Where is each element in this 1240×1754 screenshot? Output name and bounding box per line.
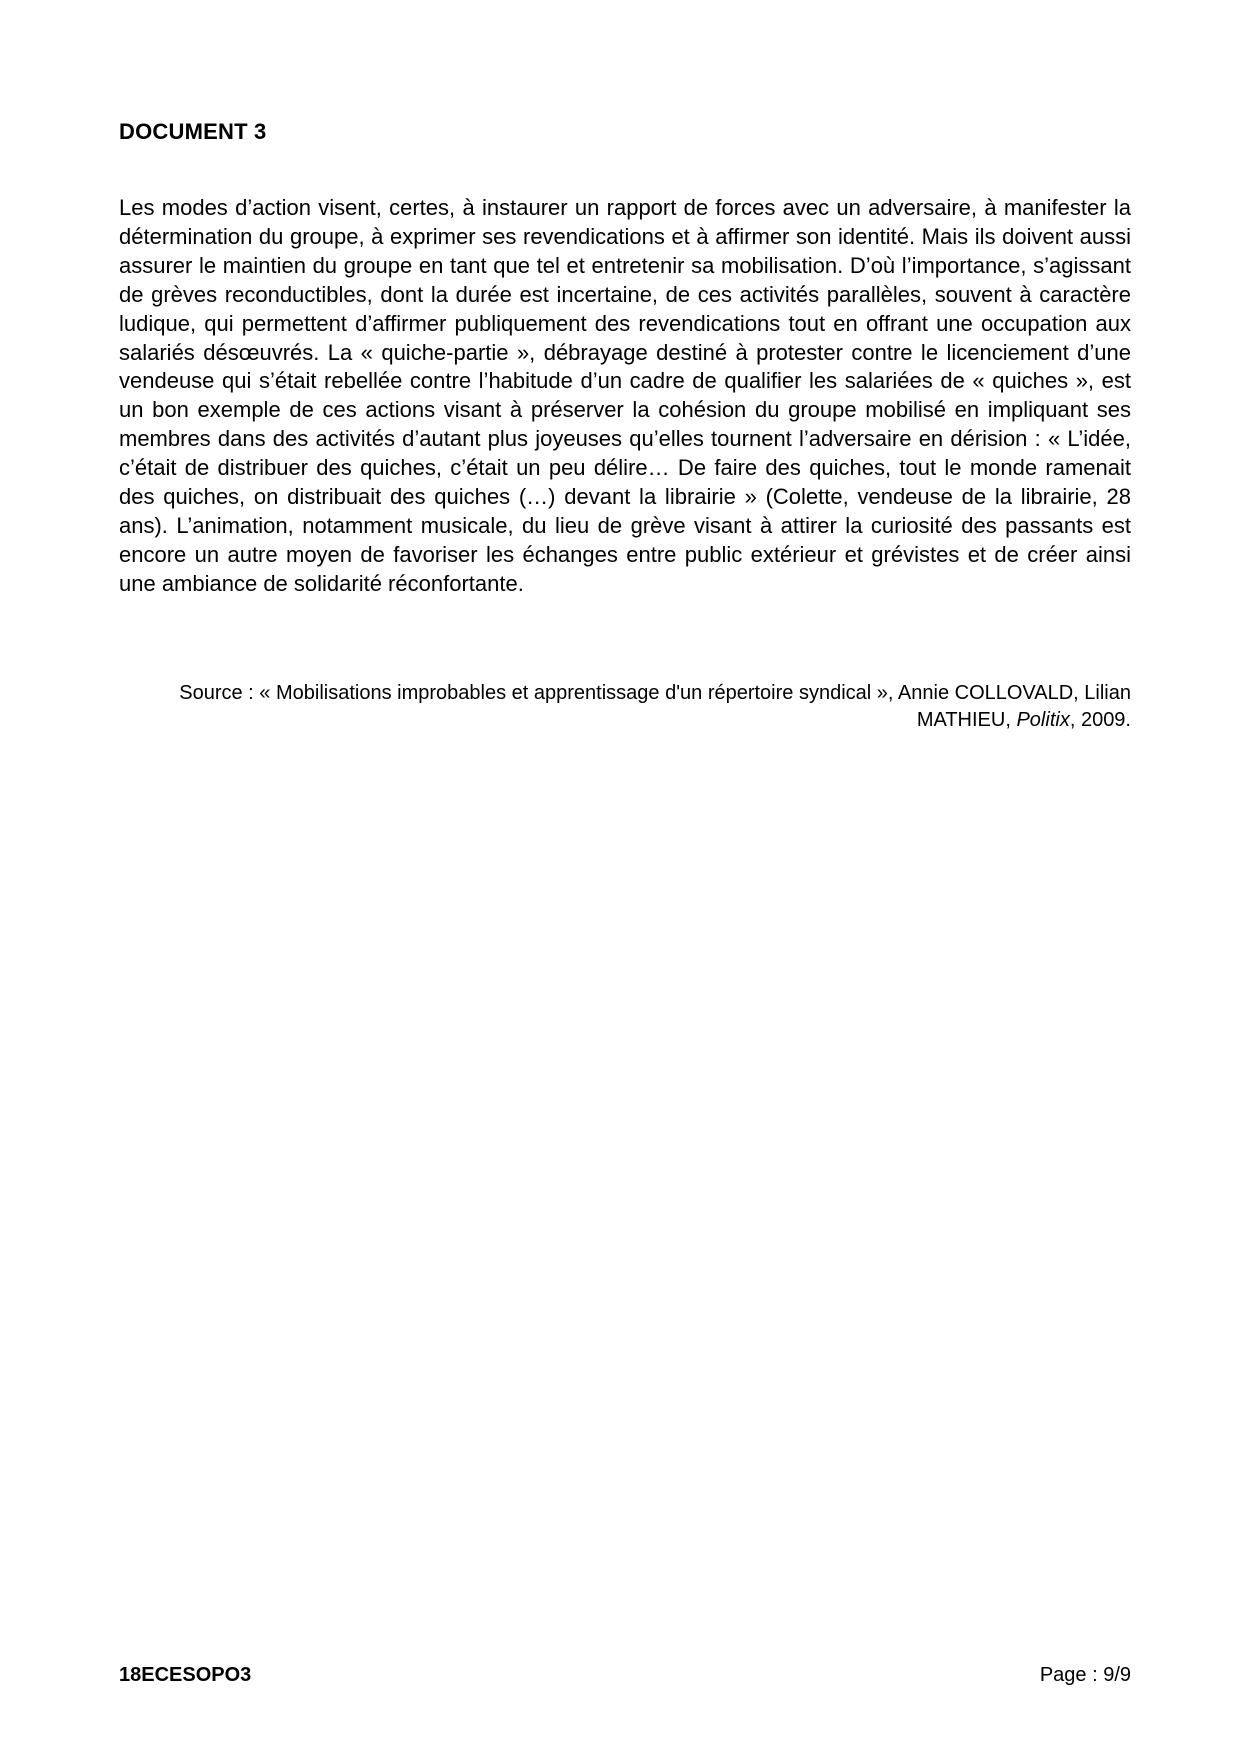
- document-body-paragraph: Les modes d’action visent, certes, à instaurer un rapport de forces avec un adversaire, à manifester la détermination du groupe, à exprimer ses revendications et à affirmer son identité. Mais ils doivent aussi assurer le maintien du groupe en tant que tel et entretenir sa mobilisation. D’où l’importance, s’agissant de grèves reconductibles, dont la durée est incertaine, de ces activités parallèles, souvent à caractère ludique, qui permettent d’affirmer publiquement des revendications tout en offrant une occupation aux salariés désœuvrés. La « quiche-partie », débrayage destiné à protester contre le licenciement d’une vendeuse qui s’était rebellée contre l’habitude d’un cadre de qualifier les salariées de « quiches », est un bon exemple de ces actions visant à préserver la cohésion du groupe mobilisé en impliquant ses membres dans des activités d’autant plus joyeuses qu’elles tournent l’adversaire en dérision : « L’idée, c’était de distribuer des quiches, c’était un peu délire… De faire des quiches, tout le monde ramenait des quiches, on distribuait des quiches (…) devant la librairie » (Colette, vendeuse de la librairie, 28 ans). L’animation, notamment musicale, du lieu de grève visant à attirer la curiosité des passants est encore un autre moyen de favoriser les échanges entre public extérieur et grévistes et de créer ainsi une ambiance de solidarité réconfortante.: [119, 195, 1131, 596]
- source-journal-title: Politix: [1016, 709, 1070, 731]
- source-citation-suffix: , 2009.: [1069, 709, 1131, 731]
- source-citation-prefix: Source : « Mobilisations improbables et apprentissage d'un répertoire syndical », Annie COLLOVALD, Lilian MATHIEU,: [179, 682, 1131, 731]
- footer-page-number: Page : 9/9: [1039, 1664, 1131, 1686]
- source-citation: [119, 680, 1131, 734]
- footer-document-code: 18ECESOPO3: [119, 1664, 252, 1686]
- document-heading: DOCUMENT 3: [119, 119, 267, 144]
